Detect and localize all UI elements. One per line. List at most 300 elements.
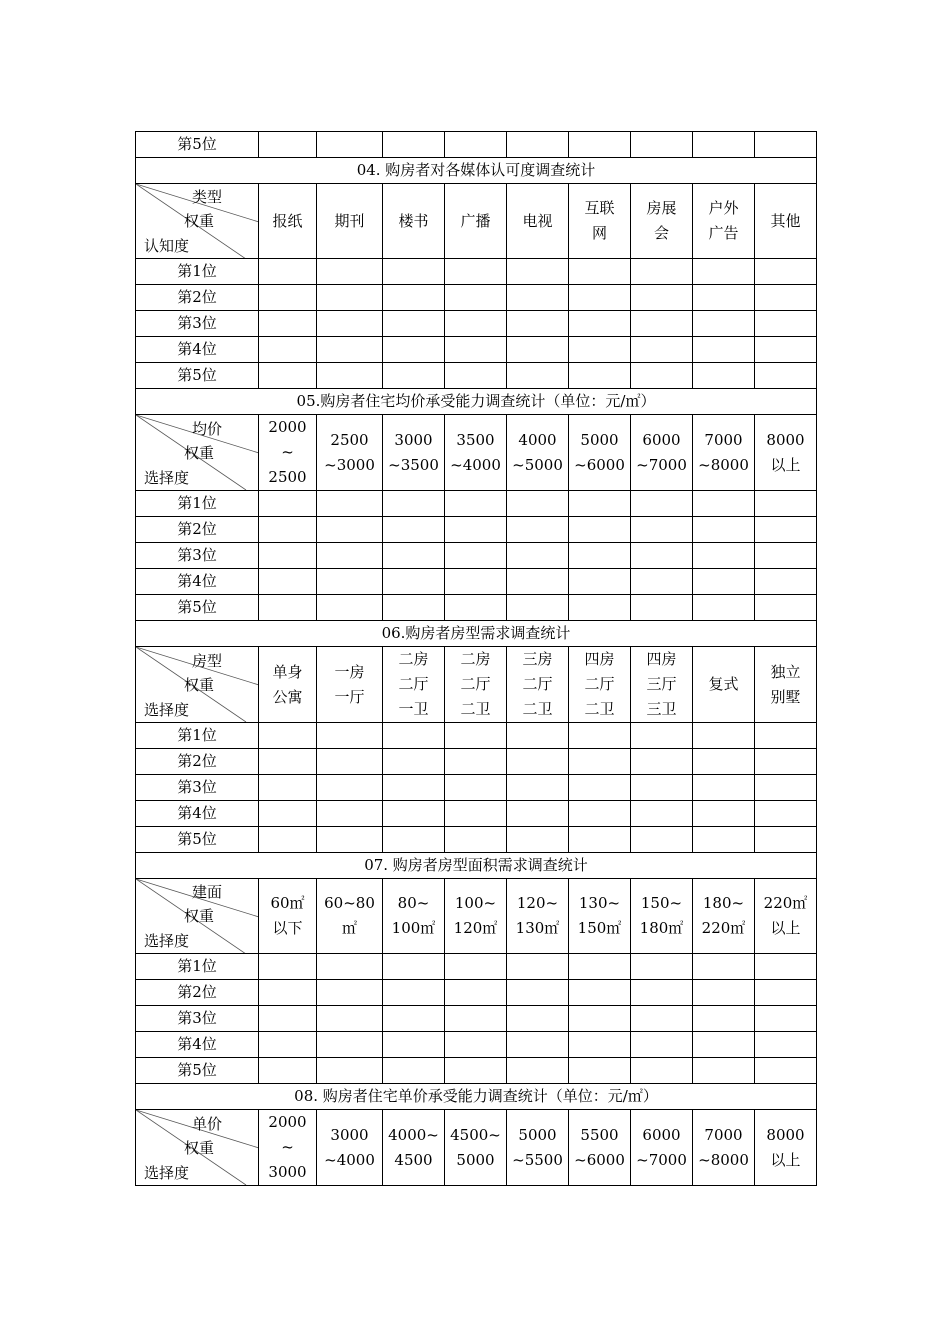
rank-label: 第5位 [136, 827, 259, 853]
empty-cell [317, 363, 383, 389]
empty-cell [383, 285, 445, 311]
empty-cell [445, 1058, 507, 1084]
empty-cell [317, 517, 383, 543]
rank-label: 第3位 [136, 775, 259, 801]
empty-cell [383, 569, 445, 595]
empty-cell [569, 517, 631, 543]
column-header-line: 房展 [646, 199, 677, 217]
empty-cell [383, 1032, 445, 1058]
column-header-line: 二厅 [584, 675, 615, 693]
column-header [631, 184, 693, 259]
column-header-line: ~3000 [324, 455, 375, 474]
empty-cell [317, 337, 383, 363]
column-header-line: 7000 [704, 430, 743, 449]
column-header-line: 网 [591, 224, 607, 242]
empty-cell [317, 491, 383, 517]
column-header [569, 1110, 631, 1186]
corner-label-top: 均价 [192, 419, 223, 438]
empty-cell [507, 285, 569, 311]
empty-cell [445, 1032, 507, 1058]
empty-cell [693, 311, 755, 337]
column-header-line: 5500 [580, 1125, 619, 1144]
column-header-line: ~ [281, 443, 294, 461]
empty-cell [259, 543, 317, 569]
column-header [569, 647, 631, 723]
empty-cell [317, 132, 383, 158]
corner-label-top: 类型 [192, 188, 223, 206]
diagonal-header-cell [136, 184, 259, 259]
column-header-line: 二厅 [398, 675, 429, 693]
corner-label-middle: 权重 [184, 675, 215, 694]
empty-cell [631, 1058, 693, 1084]
rank-label: 第1位 [136, 259, 259, 285]
empty-cell [631, 801, 693, 827]
column-header [631, 647, 693, 723]
section-title-row [136, 389, 817, 415]
rank-label: 第4位 [136, 569, 259, 595]
empty-cell [445, 132, 507, 158]
column-header-line: ~3500 [388, 455, 439, 474]
empty-cell [507, 259, 569, 285]
column-header [259, 879, 317, 954]
empty-cell [631, 569, 693, 595]
empty-cell [317, 311, 383, 337]
column-header-line: ~5000 [512, 455, 563, 474]
empty-cell [259, 491, 317, 517]
rank-label: 第3位 [136, 1006, 259, 1032]
empty-cell [507, 311, 569, 337]
column-header-line: 220㎡ [701, 919, 746, 937]
column-header-line: 120~ [516, 894, 559, 912]
column-header-line: 5000 [456, 1150, 495, 1169]
column-header [631, 1110, 693, 1186]
column-header-line: 三卫 [646, 700, 677, 718]
column-header-line: 单身 [272, 662, 303, 681]
empty-cell [259, 569, 317, 595]
table-body [136, 132, 817, 1186]
empty-cell [631, 517, 693, 543]
empty-cell [259, 1006, 317, 1032]
column-header-line: 130~ [578, 894, 621, 912]
empty-cell [317, 723, 383, 749]
column-header [445, 879, 507, 954]
empty-cell [383, 827, 445, 853]
empty-cell [693, 517, 755, 543]
empty-cell [755, 1032, 817, 1058]
empty-cell [445, 749, 507, 775]
column-header-line: 别墅 [770, 687, 801, 706]
empty-cell [317, 1032, 383, 1058]
empty-cell [631, 723, 693, 749]
column-header-line: ~8000 [698, 1150, 749, 1169]
empty-cell [259, 980, 317, 1006]
rank-label: 第1位 [136, 491, 259, 517]
empty-cell [507, 569, 569, 595]
empty-cell [383, 491, 445, 517]
column-header-line: 100㎡ [391, 919, 436, 937]
column-header [383, 879, 445, 954]
column-header-line: 以上 [770, 1150, 801, 1169]
column-header-line: 其他 [770, 211, 801, 230]
empty-cell [507, 827, 569, 853]
empty-cell [445, 337, 507, 363]
empty-cell [259, 801, 317, 827]
column-header-line: 楼书 [398, 211, 429, 230]
empty-cell [383, 337, 445, 363]
empty-cell [693, 775, 755, 801]
empty-cell [755, 723, 817, 749]
column-header [569, 415, 631, 491]
empty-cell [693, 543, 755, 569]
rank-label: 第5位 [136, 1058, 259, 1084]
empty-cell [755, 1006, 817, 1032]
column-header-line: 二房 [398, 650, 429, 668]
column-header-line: 三厅 [646, 675, 677, 693]
column-header [755, 647, 817, 723]
empty-cell [755, 517, 817, 543]
column-header-line: 60㎡ [270, 894, 305, 912]
corner-label-middle: 权重 [184, 443, 215, 462]
empty-cell [383, 980, 445, 1006]
column-header [445, 184, 507, 259]
table-row [136, 775, 817, 801]
table-row [136, 1006, 817, 1032]
column-header [693, 184, 755, 259]
empty-cell [383, 363, 445, 389]
empty-cell [445, 543, 507, 569]
column-header [693, 879, 755, 954]
empty-cell [631, 259, 693, 285]
empty-cell [507, 1032, 569, 1058]
header-row [136, 647, 817, 723]
corner-label-middle: 权重 [184, 1138, 215, 1157]
empty-cell [445, 259, 507, 285]
header-row [136, 879, 817, 954]
column-header [445, 647, 507, 723]
empty-cell [507, 801, 569, 827]
column-header-line: 130㎡ [515, 919, 560, 937]
empty-cell [631, 132, 693, 158]
column-header-line: 6000 [642, 430, 681, 449]
corner-label-top: 房型 [192, 651, 223, 670]
empty-cell [507, 491, 569, 517]
empty-cell [631, 749, 693, 775]
empty-cell [259, 749, 317, 775]
section-title-row [136, 853, 817, 879]
column-header [755, 184, 817, 259]
column-header [755, 879, 817, 954]
empty-cell [693, 749, 755, 775]
table-row [136, 827, 817, 853]
empty-cell [317, 285, 383, 311]
empty-cell [569, 363, 631, 389]
survey-table [135, 131, 817, 1186]
column-header-line: 80~ [397, 894, 430, 912]
table-row [136, 491, 817, 517]
rank-label: 第3位 [136, 543, 259, 569]
empty-cell [445, 363, 507, 389]
column-header-line: 以上 [770, 919, 801, 937]
table-row [136, 1032, 817, 1058]
empty-cell [383, 311, 445, 337]
column-header-line: 二卫 [584, 700, 615, 718]
empty-cell [755, 595, 817, 621]
column-header-line: 5000 [518, 1125, 557, 1144]
section-title: 08. 购房者住宅单价承受能力调查统计（单位：元/㎡） [136, 1084, 817, 1110]
section-title-row [136, 1084, 817, 1110]
column-header-line: 180~ [702, 894, 745, 912]
empty-cell [445, 285, 507, 311]
empty-cell [445, 980, 507, 1006]
empty-cell [631, 311, 693, 337]
column-header-line: 二卫 [460, 700, 491, 718]
column-header-line: 电视 [522, 211, 553, 230]
column-header-line: ~6000 [574, 1150, 625, 1169]
rank-label: 第2位 [136, 749, 259, 775]
empty-cell [317, 980, 383, 1006]
empty-cell [259, 1032, 317, 1058]
table-row [136, 801, 817, 827]
column-header-line: 期刊 [334, 211, 365, 230]
table-row [136, 311, 817, 337]
rank-label: 第5位 [136, 363, 259, 389]
empty-cell [259, 775, 317, 801]
empty-cell [693, 285, 755, 311]
empty-cell [507, 517, 569, 543]
empty-cell [569, 775, 631, 801]
table-row [136, 363, 817, 389]
section-title: 06.购房者房型需求调查统计 [136, 621, 817, 647]
corner-label-bottom: 选择度 [144, 1163, 190, 1182]
column-header-line: 复式 [708, 675, 739, 693]
empty-cell [693, 1006, 755, 1032]
column-header-line: 2000 [268, 1113, 307, 1131]
empty-cell [445, 827, 507, 853]
empty-cell [631, 1032, 693, 1058]
table-row [136, 517, 817, 543]
empty-cell [383, 749, 445, 775]
column-header-line: 5000 [580, 430, 619, 449]
column-header [693, 415, 755, 491]
column-header [507, 1110, 569, 1186]
empty-cell [569, 595, 631, 621]
corner-label-top: 建面 [192, 883, 223, 901]
empty-cell [693, 569, 755, 595]
column-header [317, 647, 383, 723]
column-header [317, 879, 383, 954]
empty-cell [755, 954, 817, 980]
corner-label-middle: 权重 [184, 212, 215, 230]
column-header [631, 879, 693, 954]
empty-cell [259, 1058, 317, 1084]
corner-label-top: 单价 [192, 1114, 223, 1133]
empty-cell [631, 827, 693, 853]
empty-cell [569, 311, 631, 337]
column-header-line: 100~ [454, 894, 497, 912]
empty-cell [755, 1058, 817, 1084]
empty-cell [383, 259, 445, 285]
column-header-line: 一厅 [334, 687, 365, 706]
diagonal-header-cell [136, 415, 259, 491]
empty-cell [317, 259, 383, 285]
empty-cell [631, 775, 693, 801]
empty-cell [569, 723, 631, 749]
empty-cell [317, 954, 383, 980]
column-header [631, 415, 693, 491]
column-header [259, 415, 317, 491]
empty-cell [631, 595, 693, 621]
column-header-line: 3000 [268, 1163, 307, 1181]
empty-cell [693, 954, 755, 980]
column-header-line: 8000 [766, 1125, 805, 1144]
column-header [755, 1110, 817, 1186]
column-header [755, 415, 817, 491]
empty-cell [507, 980, 569, 1006]
corner-label-bottom: 选择度 [144, 932, 190, 950]
section-title-row [136, 158, 817, 184]
column-header-line: 8000 [766, 430, 805, 449]
empty-cell [445, 569, 507, 595]
corner-label-middle: 权重 [184, 907, 215, 925]
diagonal-header-cell [136, 879, 259, 954]
empty-cell [383, 775, 445, 801]
empty-cell [317, 595, 383, 621]
section-title-row [136, 621, 817, 647]
column-header-line: 7000 [704, 1125, 743, 1144]
empty-cell [507, 595, 569, 621]
empty-cell [383, 132, 445, 158]
rank-label: 第1位 [136, 723, 259, 749]
column-header [317, 184, 383, 259]
empty-cell [383, 543, 445, 569]
empty-cell [755, 491, 817, 517]
column-header [445, 415, 507, 491]
empty-cell [507, 749, 569, 775]
empty-cell [569, 569, 631, 595]
table-row [136, 749, 817, 775]
column-header [445, 1110, 507, 1186]
column-header [507, 415, 569, 491]
column-header-line: 四房 [646, 650, 677, 668]
empty-cell [569, 132, 631, 158]
column-header-line: ~5500 [512, 1150, 563, 1169]
column-header-line: 4500~ [450, 1125, 501, 1144]
empty-cell [445, 491, 507, 517]
section-title: 05.购房者住宅均价承受能力调查统计（单位：元/㎡） [136, 389, 817, 415]
column-header [693, 647, 755, 723]
empty-cell [507, 954, 569, 980]
column-header-line: 独立 [770, 662, 801, 681]
empty-cell [569, 827, 631, 853]
column-header-line: 二卫 [522, 700, 553, 718]
column-header-line: 4000~ [388, 1125, 439, 1144]
column-header-line: 2000 [268, 418, 307, 436]
empty-cell [755, 311, 817, 337]
survey-document [135, 131, 817, 1186]
column-header-line: ㎡ [341, 919, 357, 937]
column-header-line: 一房 [334, 662, 365, 681]
column-header-line: ~6000 [574, 455, 625, 474]
column-header-line: 3000 [394, 430, 433, 449]
column-header-line: 60~80 [324, 894, 375, 912]
empty-cell [317, 1058, 383, 1084]
empty-cell [259, 723, 317, 749]
table-row [136, 980, 817, 1006]
empty-cell [317, 1006, 383, 1032]
empty-cell [755, 827, 817, 853]
empty-cell [445, 311, 507, 337]
column-header [383, 184, 445, 259]
column-header [507, 647, 569, 723]
diagonal-header-cell [136, 647, 259, 723]
column-header-line: 以下 [272, 919, 303, 937]
table-row [136, 723, 817, 749]
column-header-line: ~7000 [636, 1150, 687, 1169]
empty-cell [755, 259, 817, 285]
column-header-line: 互联 [584, 199, 615, 217]
rank-label: 第4位 [136, 1032, 259, 1058]
table-row [136, 569, 817, 595]
empty-cell [259, 363, 317, 389]
empty-cell [569, 543, 631, 569]
column-header [259, 1110, 317, 1186]
empty-cell [317, 543, 383, 569]
empty-cell [755, 285, 817, 311]
empty-cell [693, 801, 755, 827]
empty-cell [507, 1006, 569, 1032]
column-header-line: 220㎡ [763, 894, 808, 912]
column-header-line: 报纸 [272, 211, 303, 230]
column-header-line: 三房 [522, 650, 553, 668]
column-header-line: ~8000 [698, 455, 749, 474]
empty-cell [317, 775, 383, 801]
empty-cell [259, 132, 317, 158]
empty-cell [755, 801, 817, 827]
column-header [259, 184, 317, 259]
empty-cell [259, 337, 317, 363]
column-header-line: 四房 [584, 650, 615, 668]
column-header-line: ~4000 [450, 455, 501, 474]
column-header-line: 3000 [330, 1125, 369, 1144]
empty-cell [631, 543, 693, 569]
empty-cell [693, 980, 755, 1006]
empty-cell [755, 749, 817, 775]
column-header-line: 广播 [460, 211, 491, 230]
empty-cell [631, 363, 693, 389]
table-row [136, 1058, 817, 1084]
empty-cell [259, 311, 317, 337]
table-row [136, 954, 817, 980]
column-header-line: 户外 [708, 199, 739, 217]
column-header-line: 会 [653, 224, 669, 242]
empty-cell [317, 749, 383, 775]
empty-cell [693, 827, 755, 853]
empty-cell [693, 1032, 755, 1058]
column-header-line: 4000 [518, 430, 557, 449]
empty-cell [507, 337, 569, 363]
section-title: 07. 购房者房型面积需求调查统计 [136, 853, 817, 879]
empty-cell [383, 1058, 445, 1084]
header-row [136, 415, 817, 491]
column-header-line: 以上 [770, 455, 801, 474]
column-header [507, 184, 569, 259]
header-row [136, 184, 817, 259]
empty-cell [259, 517, 317, 543]
column-header-line: 二厅 [460, 675, 491, 693]
diagonal-header-cell [136, 1110, 259, 1186]
column-header-line: 2500 [268, 468, 307, 486]
corner-label-bottom: 选择度 [144, 468, 190, 487]
